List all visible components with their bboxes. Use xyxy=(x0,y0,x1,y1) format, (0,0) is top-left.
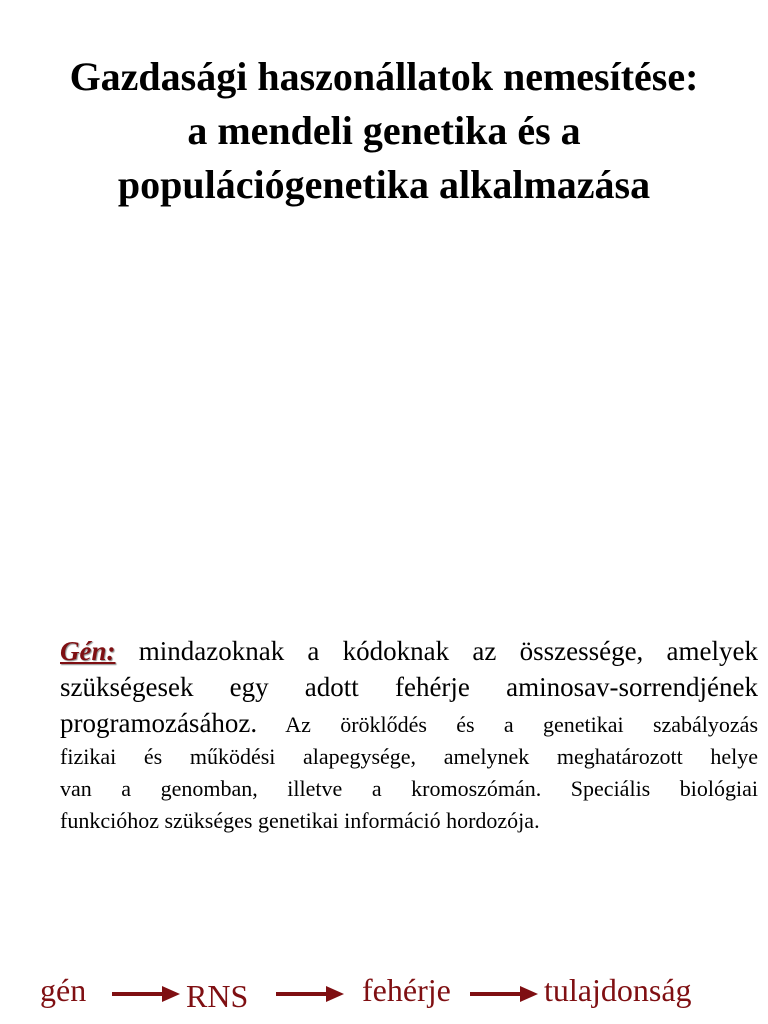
definition-line-3-big: programozásához. xyxy=(60,708,258,738)
definition-line-3-small: Az öröklődés és a genetikai szabályozás xyxy=(257,712,758,737)
title-line-3: populációgenetika alkalmazása xyxy=(117,162,651,207)
title-line-2: a mendeli genetika és a xyxy=(187,108,581,153)
definition-line-2: szükségesek egy adott fehérje aminosav-sorrendjének xyxy=(60,672,758,702)
flow-arrow-1-icon xyxy=(112,982,180,1006)
flow-step-tulajdonsag: tulajdonság xyxy=(544,972,692,1008)
flow-step-rns: RNS xyxy=(186,978,249,1014)
definition-line-4: fizikai és működési alapegysége, amelynek meghatározott helye xyxy=(60,744,758,769)
definition-line-1-text: mindazoknak a kódoknak az összessége, amelyek xyxy=(115,636,758,666)
flow-step-gen: gén xyxy=(40,972,87,1008)
definition-term: Gén: xyxy=(60,636,116,666)
title-line-1: Gazdasági haszonállatok nemesítése: xyxy=(69,54,699,99)
gene-definition xyxy=(60,633,758,837)
definition-line-3 xyxy=(60,705,758,741)
definition-line-6: funkcióhoz szükséges genetikai információ hordozója. xyxy=(60,808,540,833)
definition-line-5: van a genomban, illetve a kromoszómán. Speciális biológiai xyxy=(60,776,758,801)
flow-arrow-2-icon xyxy=(276,982,344,1006)
definition-line-1 xyxy=(60,633,758,669)
flow-arrow-3-icon xyxy=(470,982,538,1006)
gene-expression-flow xyxy=(0,968,768,1018)
slide-title xyxy=(24,50,744,212)
flow-step-feherje: fehérje xyxy=(362,972,451,1008)
